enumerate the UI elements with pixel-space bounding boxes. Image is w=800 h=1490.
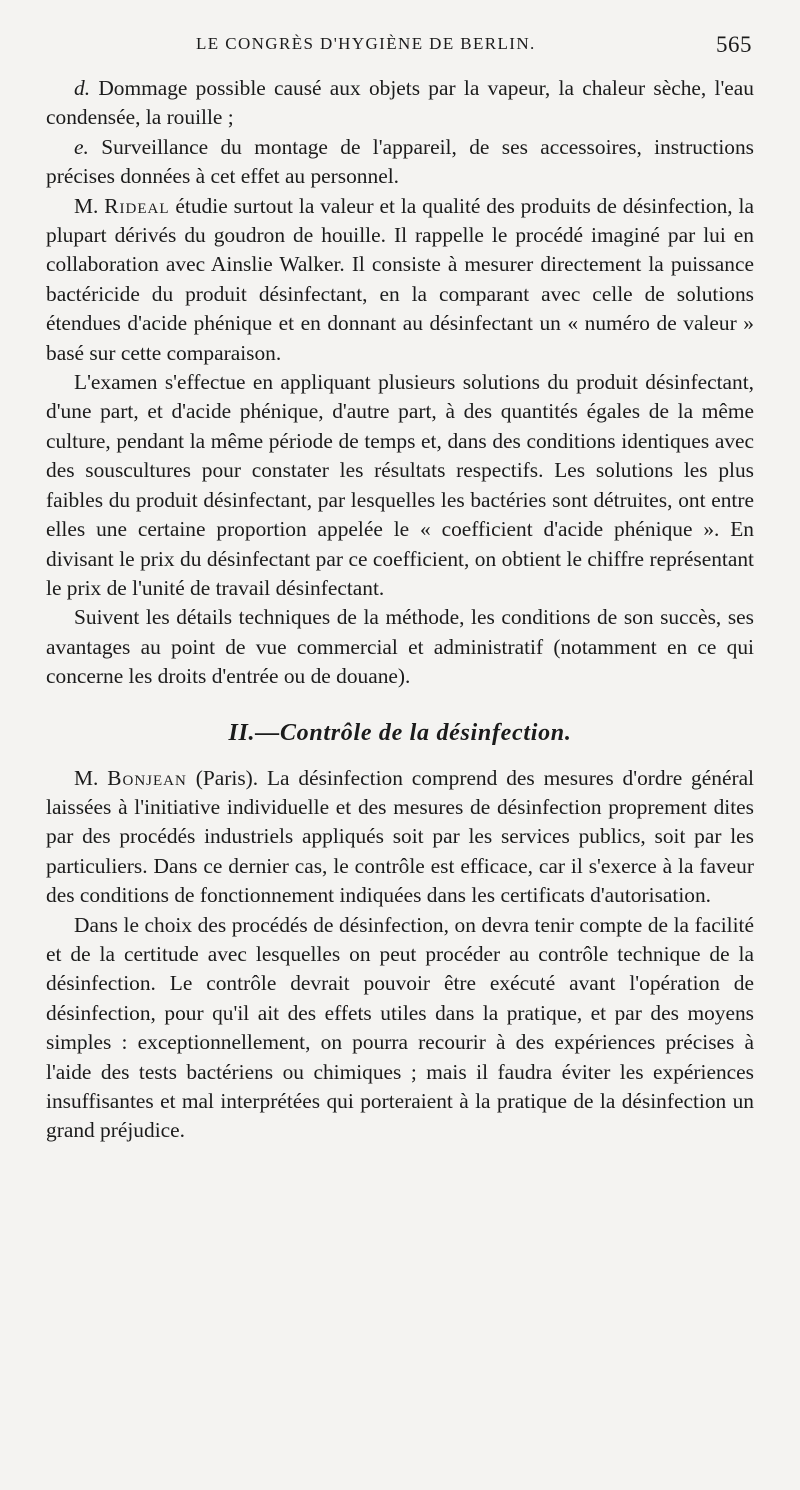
item-e-letter: e. bbox=[74, 134, 89, 159]
suivent-text: Suivent les détails techniques de la méthode, les conditions de son succès, ses avantages au point de vue commercial et administratif (notamment en ce qui concerne les droits d'entrée ou de douane). bbox=[46, 605, 754, 689]
section-heading-dash: — bbox=[255, 719, 280, 746]
running-title: LE CONGRÈS D'HYGIÈNE DE BERLIN. bbox=[196, 34, 536, 53]
section-heading-number: II. bbox=[228, 719, 256, 746]
item-d-letter: d. bbox=[74, 76, 91, 100]
body-text bbox=[46, 74, 754, 1146]
bonjean-paragraph bbox=[46, 764, 754, 911]
section-heading bbox=[46, 718, 754, 748]
bonjean-name: Bonjean bbox=[107, 765, 187, 790]
bonjean-prefix: M. bbox=[74, 765, 99, 790]
examen-text: L'examen s'effectue en appliquant plusieurs solutions du produit désinfectant, d'une part, et d'acide phénique, d'autre part, à des quantités égales de la même culture, pendant la même période de temps et, dans des conditions identiques avec des souscultures pour constater les résultats respectifs. Les solutions les plus faibles du produit désinfectant, par lesquelles les bactéries sont détruites, ont entre elles une certaine proportion appelée le « coefficient d'acide phénique ». En divisant le prix du désinfectant par ce coefficient, on obtient le chiffre représentant le prix de l'unité de travail désinfectant. bbox=[46, 370, 754, 600]
page-number: 565 bbox=[716, 32, 752, 57]
rideal-text: étudie surtout la valeur et la qualité des produits de désinfection, la plupart dérivés du goudron de houille. Il rappelle le procédé imaginé par lui en collaboration avec Ainslie Walker. Il consiste à mesurer directement la puissance bactéricide du produit désinfectant, en la comparant avec celle de solutions étendues d'acide phénique et en donnant au désinfectant un « numéro de valeur » basé sur cette comparaison. bbox=[46, 193, 754, 365]
running-head bbox=[46, 34, 754, 74]
item-e-paragraph bbox=[46, 133, 754, 192]
bonjean-text: (Paris). La désinfection comprend des mesures d'ordre général laissées à l'initiative individuelle et des mesures de désinfection proprement dites par des procédés industriels appliqués soit par les services publics, soit par les particuliers. Dans ce dernier cas, le contrôle est efficace, car il s'exerce à la faveur des conditions de fonctionnement indiquées dans les certificats d'autorisation. bbox=[46, 765, 755, 908]
rideal-paragraph bbox=[46, 192, 754, 368]
suivent-paragraph bbox=[46, 603, 754, 691]
choix-text: Dans le choix des procédés de désinfection, on devra tenir compte de la facilité et de la certitude avec lesquelles on peut procéder au contrôle technique de la désinfection. Le contrôle devrait pouvoir être exécuté avant l'opération de désinfection, pour qu'il ait des effets utiles dans la pratique, et par des moyens simples : exceptionnellement, on pourra recourir à des expériences précises à l'aide des tests bactériens ou chimiques ; mais il faudra éviter les expériences insuffisantes et mal interprétées qui porteraient à la pratique de la désinfection un grand préjudice. bbox=[46, 912, 754, 1143]
item-d-text: Dommage possible causé aux objets par la vapeur, la chaleur sèche, l'eau condensée, la rouille ; bbox=[46, 76, 754, 130]
rideal-name: Rideal bbox=[104, 193, 170, 218]
item-d-paragraph bbox=[46, 74, 754, 133]
choix-paragraph bbox=[46, 911, 754, 1146]
rideal-prefix: M. bbox=[74, 193, 99, 218]
item-e-text: Surveillance du montage de l'appareil, de ses accessoires, instructions précises données à cet effet au personnel. bbox=[46, 134, 754, 189]
examen-paragraph bbox=[46, 368, 754, 603]
section-heading-title: Contrôle de la désinfection. bbox=[279, 719, 572, 746]
